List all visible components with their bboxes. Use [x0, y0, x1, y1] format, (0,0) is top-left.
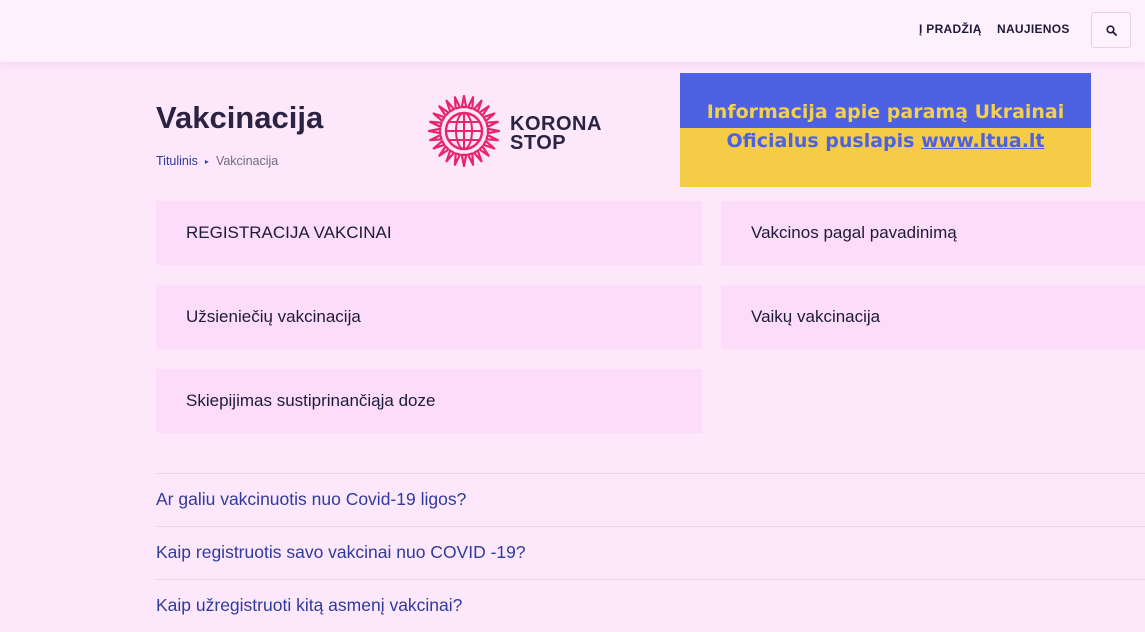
- tile-registracija-vakcinai[interactable]: REGISTRACIJA VAKCINAI: [156, 201, 702, 265]
- korona-stop-logo[interactable]: [426, 95, 606, 167]
- page-title: Vakcinacija: [156, 100, 324, 135]
- logo-text-line2: STOP: [510, 132, 567, 154]
- breadcrumb-home-link[interactable]: Titulinis: [156, 154, 198, 168]
- sun-globe-logo-icon: [426, 95, 502, 167]
- nav-link-home[interactable]: Į PRADŽIĄ: [919, 22, 982, 36]
- banner-url-link[interactable]: www.ltua.lt: [921, 130, 1045, 152]
- tile-skiepijimas-sustiprinancia-doze[interactable]: Skiepijimas sustiprinančiąja doze: [156, 369, 702, 433]
- nav-link-news[interactable]: NAUJIENOS: [997, 22, 1070, 36]
- breadcrumb: [156, 154, 278, 168]
- faq-question-link[interactable]: Ar galiu vakcinuotis nuo Covid-19 ligos?: [156, 489, 467, 509]
- top-navigation-bar: [0, 0, 1145, 62]
- faq-item: [156, 579, 1145, 632]
- ukraine-support-banner[interactable]: [680, 73, 1091, 187]
- tile-uzsienieciu-vakcinacija[interactable]: Užsieniečių vakcinacija: [156, 285, 702, 349]
- logo-text-line1: KORONA: [510, 113, 602, 135]
- faq-item: [156, 526, 1145, 579]
- logo-text: [510, 115, 602, 153]
- faq-item: [156, 473, 1145, 526]
- banner-headline: Informacija apie paramą Ukrainai: [706, 101, 1065, 123]
- breadcrumb-separator-icon: ▸: [204, 157, 209, 166]
- search-icon: [1106, 25, 1117, 36]
- faq-question-link[interactable]: Kaip registruotis savo vakcinai nuo COVID -19?: [156, 542, 526, 562]
- banner-subline-prefix: Oficialus puslapis: [726, 130, 922, 152]
- tile-vakcinos-pagal-pavadinima[interactable]: Vakcinos pagal pavadinimą: [721, 201, 1145, 265]
- faq-question-link[interactable]: Kaip užregistruoti kitą asmenį vakcinai?: [156, 595, 463, 615]
- breadcrumb-current: Vakcinacija: [215, 154, 279, 168]
- banner-subline: [680, 130, 1091, 152]
- tile-vaiku-vakcinacija[interactable]: Vaikų vakcinacija: [721, 285, 1145, 349]
- search-button[interactable]: [1091, 12, 1131, 48]
